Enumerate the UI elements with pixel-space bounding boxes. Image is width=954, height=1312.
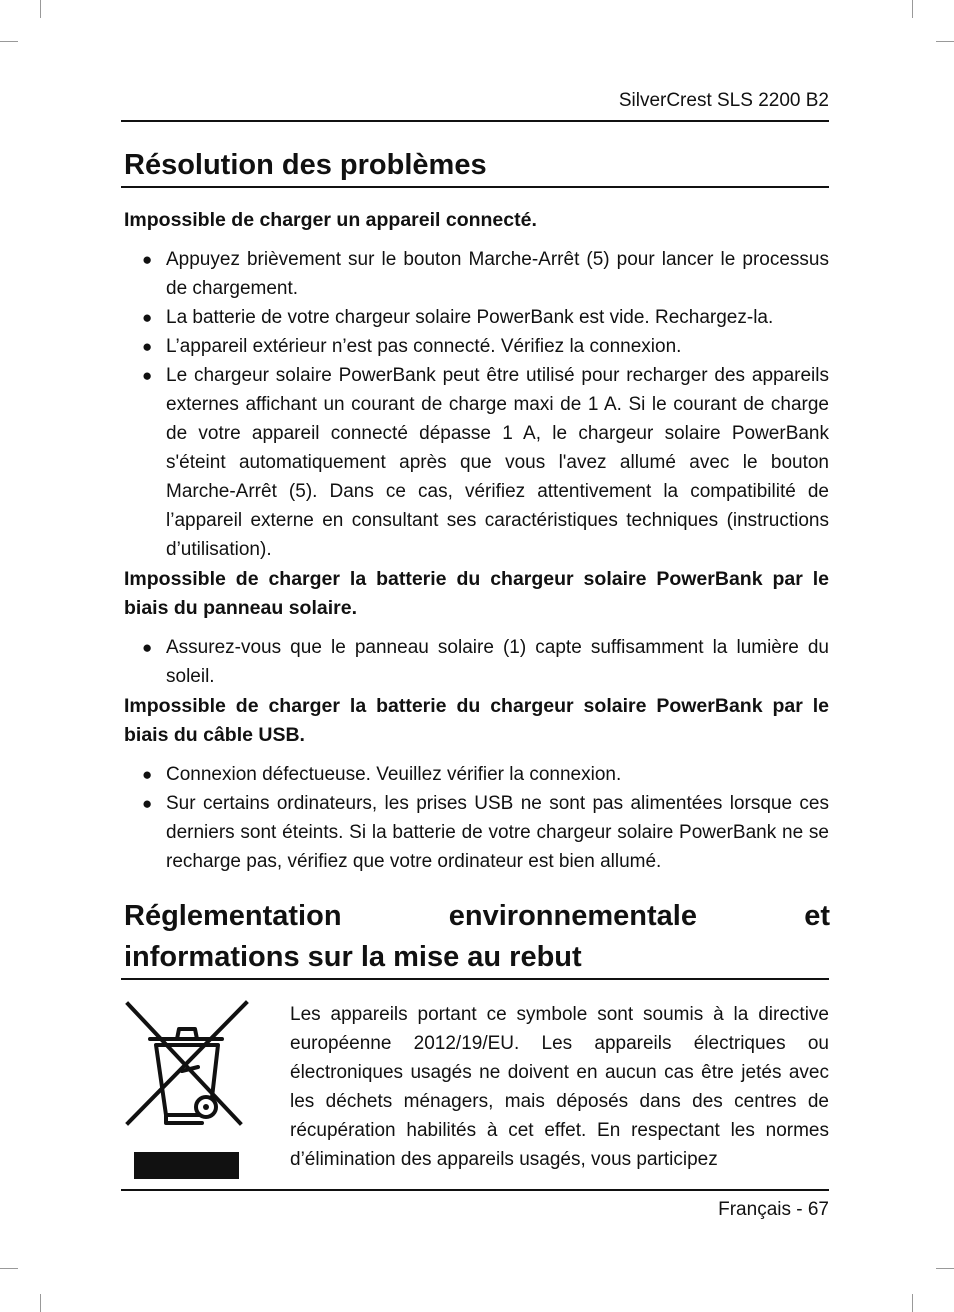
bullet-icon: ●: [142, 794, 153, 813]
problem-bullet-list: [124, 633, 829, 691]
page-number: Français - 67: [718, 1199, 829, 1220]
list-item: ● Connexion défectueuse. Veuillez vérifier la connexion.: [124, 760, 829, 789]
list-item: ● La batterie de votre chargeur solaire PowerBank est vide. Rechargez-la.: [124, 303, 829, 332]
section-title-rule: [121, 978, 829, 980]
problem-heading: Impossible de charger la batterie du chargeur solaire PowerBank par le biais du panneau solaire.: [124, 568, 829, 619]
crossed-out-wheelie-bin-icon: [122, 997, 252, 1183]
crop-mark: [40, 1294, 41, 1312]
bullet-icon: ●: [142, 337, 153, 356]
problem-bullet-list: [124, 760, 829, 876]
crop-mark: [0, 41, 18, 42]
bullet-icon: ●: [142, 638, 153, 657]
crop-mark: [936, 41, 954, 42]
bullet-icon: ●: [142, 765, 153, 784]
crop-mark: [912, 0, 913, 18]
list-item: ● Appuyez brièvement sur le bouton Marche-Arrêt (5) pour lancer le processus de chargement.: [124, 245, 829, 303]
list-item: ● L’appareil extérieur n’est pas connecté. Vérifiez la connexion.: [124, 332, 829, 361]
problem-heading: Impossible de charger la batterie du chargeur solaire PowerBank par le biais du câble USB.: [124, 695, 829, 746]
problem-heading: Impossible de charger un appareil connecté.: [124, 209, 537, 231]
crop-mark: [936, 1268, 954, 1269]
crop-mark: [0, 1268, 18, 1269]
list-item: ● Assurez-vous que le panneau solaire (1) capte suffisamment la lumière du soleil.: [124, 633, 829, 691]
section-title-environment-line2: informations sur la mise au rebut: [124, 941, 582, 973]
bullet-icon: ●: [142, 308, 153, 327]
disposal-paragraph: Les appareils portant ce symbole sont soumis à la directive européenne 2012/19/EU. Les appareils électriques ou électroniques usagés ne doivent en aucun cas être jetés avec les déchets ménagers, mais déposés dans des centres de récupération habilités à cet effet. En respectant les normes d’élimination des appareils usagés, vous participez: [290, 1004, 829, 1170]
bullet-icon: ●: [142, 366, 153, 385]
crop-mark: [40, 0, 41, 18]
footer-rule: [121, 1189, 829, 1191]
problem-bullet-list: [124, 245, 829, 564]
crop-mark: [912, 1294, 913, 1312]
bullet-icon: ●: [142, 250, 153, 269]
running-header: SilverCrest SLS 2200 B2: [618, 90, 829, 111]
section-title-rule: [121, 186, 829, 188]
list-item: ● Le chargeur solaire PowerBank peut être utilisé pour recharger des appareils externes affichant un courant de charge maxi de 1 A. Si le courant de charge de votre appareil connecté dépasse 1 A, le chargeur solaire PowerBank s'éteint automatiquement après que vous l'avez allumé avec le bouton Marche-Arrêt (5). Dans ce cas, vérifiez attentivement la compatibilité de l’appareil externe en consultant ses caractéristiques techniques (instructions d’utilisation).: [124, 361, 829, 564]
section-title-environment-line1: Réglementation environnementale et: [124, 900, 830, 932]
section-title-troubleshooting: Résolution des problèmes: [124, 149, 487, 181]
list-item: ● Sur certains ordinateurs, les prises USB ne sont pas alimentées lorsque ces derniers sont éteints. Si la batterie de votre chargeur solaire PowerBank ne se recharge pas, vérifiez que votre ordinateur est bien allumé.: [124, 789, 829, 876]
header-rule: [121, 120, 829, 122]
